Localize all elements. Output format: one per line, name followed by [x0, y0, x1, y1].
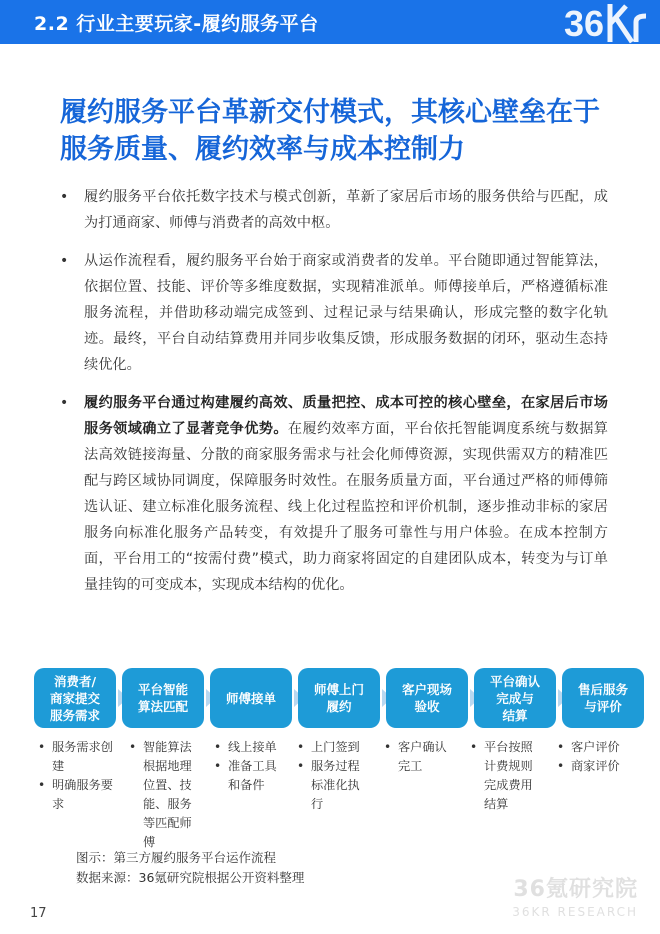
- bullet-dot-icon: •: [60, 189, 69, 205]
- headline-line-1: 履约服务平台革新交付模式，其核心壁垒在于: [60, 97, 600, 128]
- flow-step-settlement: 平台确认 完成与 结算: [474, 668, 556, 728]
- flow-step-algorithm-match: 平台智能 算法匹配: [122, 668, 204, 728]
- bullet-item: [56, 390, 608, 598]
- step-detail-list: [38, 738, 120, 814]
- bullet-dot-icon: •: [60, 395, 69, 411]
- detail-item: • 线上接单: [214, 738, 284, 757]
- watermark-en: 36KR RESEARCH: [512, 905, 638, 919]
- bullet-text: 在履约效率方面，平台依托智能调度系统与数据算法高效链接海量、分散的商家服务需求与社会化师傅资源，实现供需双方的精准匹配与跨区域协同调度，保障服务时效性。在服务质量方面，平台通过严格的师傅筛选认证、建立标准化服务流程、线上化过程监控和评价机制，逐步推动非标的家居服务向标准化服务产品转变，有效提升了服务可靠性与用户体验。在成本控制方面，平台用工的“按需付费”模式，助力商家将固定的自建团队成本，转变为与订单量挂钩的可变成本，实现成本结构的优化。: [84, 421, 608, 593]
- headline: [60, 94, 620, 168]
- watermark-cn: 36氪研究院: [513, 877, 638, 902]
- detail-item: • 客户评价: [557, 738, 637, 757]
- step-detail-list: [297, 738, 367, 814]
- bullet-text: 从运作流程看，履约服务平台始于商家或消费者的发单。平台随即通过智能算法，依据位置、技能、评价等多维度数据，实现精准派单。师傅接单后，严格遵循标准服务流程，并借助移动端完成签到、过程记录与结果确认，形成完整的数字化轨迹。最终，平台自动结算费用并同步收集反馈，形成服务数据的闭环，驱动生态持续优化。: [84, 253, 608, 373]
- detail-item: • 服务需求创建: [38, 738, 120, 776]
- detail-item: • 上门签到: [297, 738, 367, 757]
- bullet-text: 履约服务平台依托数字技术与模式创新，革新了家居后市场的服务供给与匹配，成为打通商家、师傅与消费者的高效中枢。: [84, 189, 608, 231]
- headline-line-2: 服务质量、履约效率与成本控制力: [60, 134, 465, 165]
- page-number: 17: [30, 906, 47, 921]
- detail-item: • 客户确认完工: [384, 738, 454, 776]
- step-detail-list: [384, 738, 454, 776]
- page-header: [0, 0, 660, 44]
- watermark: [512, 872, 638, 919]
- data-source: 数据来源：36氪研究院根据公开资料整理: [76, 870, 305, 885]
- step-detail-list: [557, 738, 637, 776]
- bullet-list: [56, 184, 608, 610]
- flow-step-accept-order: 师傅接单: [210, 668, 292, 728]
- bullet-dot-icon: •: [60, 253, 69, 269]
- bullet-item: [56, 248, 608, 378]
- detail-item: • 商家评价: [557, 757, 637, 776]
- 36kr-logo-icon: [560, 0, 656, 44]
- bullet-bold-text: 履约服务平台通过构建履约高效、质量把控、成本可控的核心壁垒，在家居后市场服务领域确立了显著竞争优势。: [84, 395, 608, 437]
- flow-step-acceptance: 客户现场 验收: [386, 668, 468, 728]
- svg-text:36: 36: [564, 3, 605, 44]
- detail-item: • 平台按照计费规则完成费用结算: [470, 738, 540, 814]
- figure-title: 图示：第三方履约服务平台运作流程: [76, 850, 277, 865]
- bullet-item: [56, 184, 608, 236]
- step-detail-list: [470, 738, 540, 814]
- flow-step-submit-request: 消费者/ 商家提交 服务需求: [34, 668, 116, 728]
- step-detail-list: [214, 738, 284, 795]
- step-detail-list: [129, 738, 197, 852]
- flow-step-after-sales: 售后服务 与评价: [562, 668, 644, 728]
- process-flow: [34, 668, 634, 732]
- figure-caption: [76, 848, 304, 888]
- detail-item: • 服务过程标准化执行: [297, 757, 367, 814]
- detail-item: • 准备工具和备件: [214, 757, 284, 795]
- detail-item: • 明确服务要求: [38, 776, 120, 814]
- detail-item: • 智能算法根据地理位置、技能、服务等匹配师傅: [129, 738, 197, 852]
- section-title: 2.2 行业主要玩家-履约服务平台: [34, 13, 319, 35]
- flow-step-onsite-service: 师傅上门 履约: [298, 668, 380, 728]
